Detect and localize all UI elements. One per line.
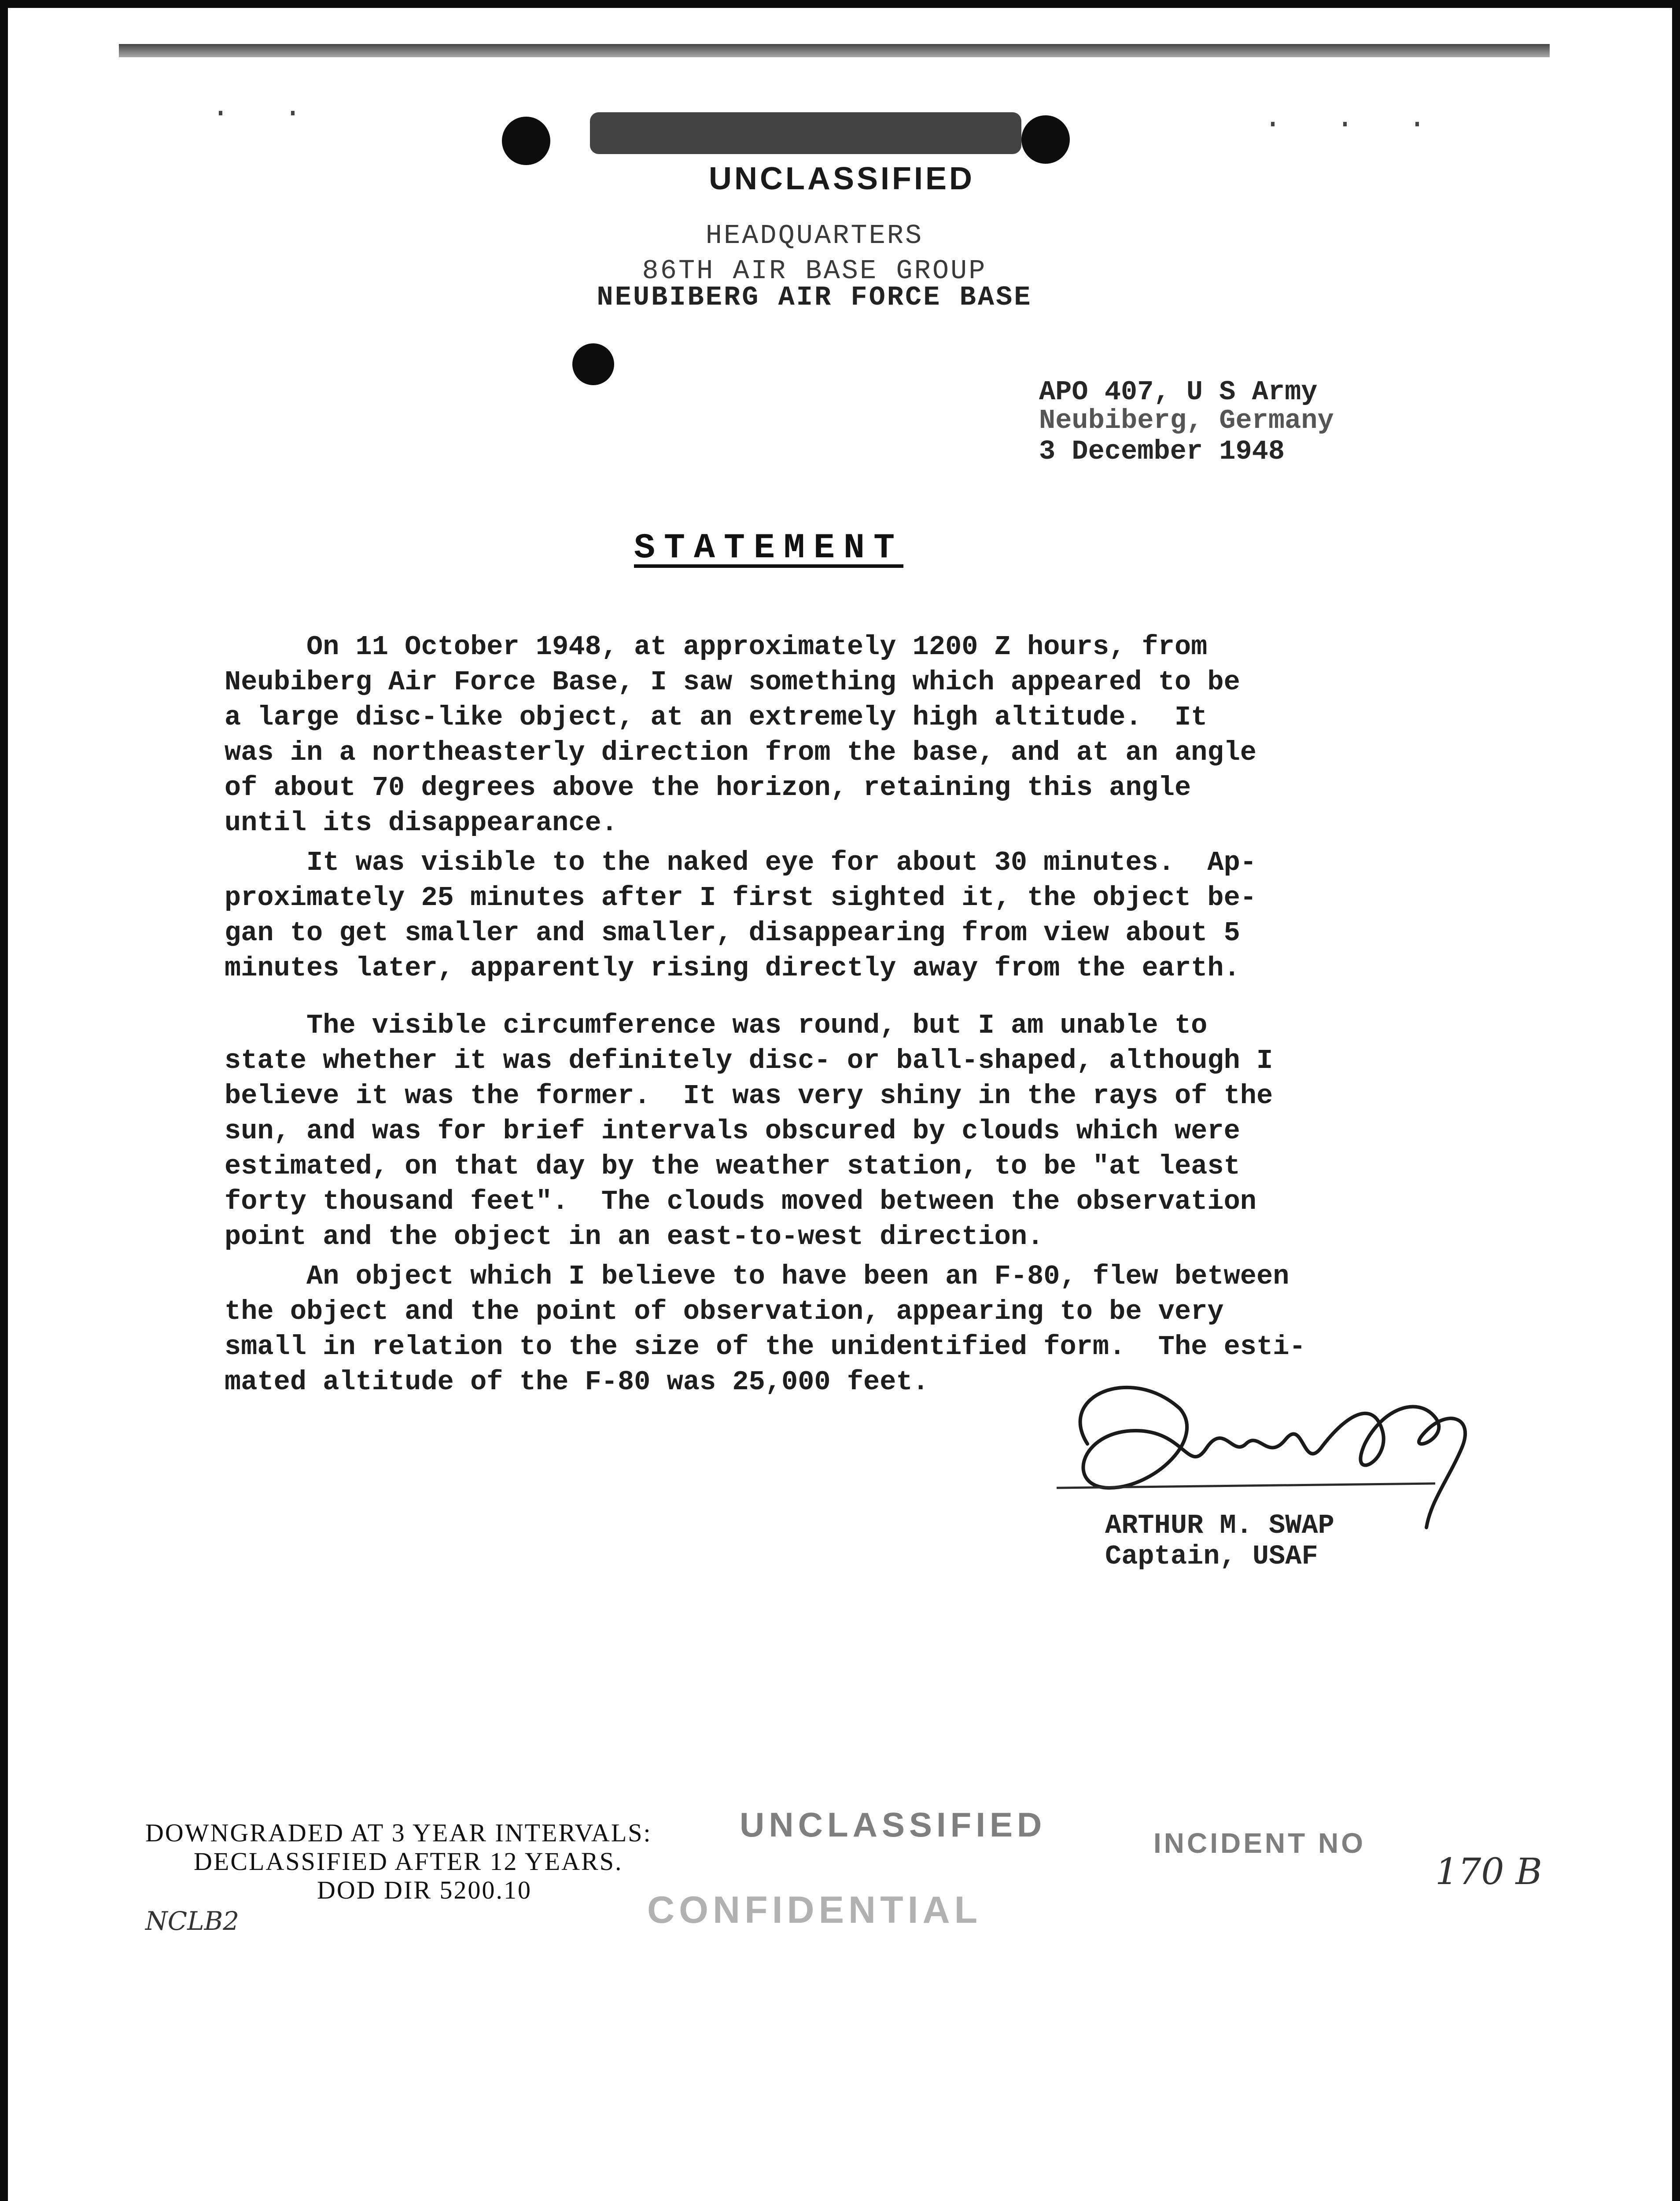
paragraph-line: gan to get smaller and smaller, disappearing from view about 5 <box>225 917 1240 949</box>
downgrade-line-1: DOWNGRADED AT 3 YEAR INTERVALS: <box>145 1818 652 1847</box>
punch-hole-middle <box>572 343 614 385</box>
paragraph-line: It was visible to the naked eye for about 30 minutes. Ap- <box>225 847 1256 878</box>
paragraph-line: sun, and was for brief intervals obscured by clouds which were <box>225 1115 1240 1147</box>
scan-marks-left: . . <box>211 90 320 125</box>
incident-number: 170 B <box>1435 1851 1542 1893</box>
paragraph-line: small in relation to the size of the unidentified form. The esti- <box>225 1331 1306 1362</box>
paragraph-line: On 11 October 1948, at approximately 1200 Z hours, from <box>225 631 1208 663</box>
statement-paragraph <box>225 629 1444 841</box>
paragraph-line: point and the object in an east-to-west direction. <box>225 1221 1044 1252</box>
statement-title: STATEMENT <box>634 528 904 568</box>
redaction-bar <box>590 112 1021 154</box>
paragraph-line: estimated, on that day by the weather station, to be "at least <box>225 1151 1240 1182</box>
paragraph-line: state whether it was definitely disc- or ball-shaped, although I <box>225 1045 1273 1076</box>
paragraph-line: until its disappearance. <box>225 807 618 839</box>
date-line: 3 December 1948 <box>1039 436 1285 467</box>
handwritten-note: NCLB2 <box>145 1906 239 1936</box>
paragraph-line: proximately 25 minutes after I first sighted it, the object be- <box>225 882 1256 913</box>
paragraph-line: The visible circumference was round, but I am unable to <box>225 1010 1208 1041</box>
paragraph-line: was in a northeasterly direction from the base, and at an angle <box>225 737 1256 768</box>
address-line-2: Neubiberg, Germany <box>1039 405 1334 436</box>
paragraph-line: a large disc-like object, at an extremely high altitude. It <box>225 702 1208 733</box>
header-line-1: HEADQUARTERS <box>705 220 924 251</box>
punch-hole-right <box>1021 115 1070 164</box>
address-line-1: APO 407, U S Army <box>1039 376 1318 408</box>
paragraph-line: minutes later, apparently rising directly away from the earth. <box>225 953 1240 984</box>
paragraph-line: An object which I believe to have been an F-80, flew between <box>225 1261 1289 1292</box>
paragraph-line: mated altitude of the F-80 was 25,000 feet. <box>225 1366 929 1398</box>
incident-label: INCIDENT NO <box>1153 1827 1366 1859</box>
paragraph-line: believe it was the former. It was very shiny in the rays of the <box>225 1080 1273 1112</box>
header-line-3: NEUBIBERG AIR FORCE BASE <box>597 282 1032 313</box>
statement-paragraph <box>225 1008 1444 1255</box>
scan-marks-right: . . . <box>1264 101 1444 136</box>
scan-top-edge <box>119 44 1550 57</box>
paragraph-line: forty thousand feet". The clouds moved between the observation <box>225 1186 1256 1217</box>
signer-rank: Captain, USAF <box>1105 1541 1318 1572</box>
confidential-stamp: CONFIDENTIAL <box>647 1889 982 1931</box>
paragraph-line: of about 70 degrees above the horizon, retaining this angle <box>225 772 1191 803</box>
paragraph-line: Neubiberg Air Force Base, I saw something which appeared to be <box>225 666 1240 698</box>
punch-hole-left <box>502 117 550 165</box>
paragraph-line: the object and the point of observation, appearing to be very <box>225 1296 1224 1327</box>
classification-stamp-bottom: UNCLASSIFIED <box>740 1805 1046 1844</box>
statement-paragraph <box>225 845 1444 986</box>
downgrade-line-3: DOD DIR 5200.10 <box>317 1876 532 1904</box>
downgrade-line-2: DECLASSIFIED AFTER 12 YEARS. <box>194 1847 623 1876</box>
signer-name: ARTHUR M. SWAP <box>1105 1510 1334 1541</box>
header-line-2: 86TH AIR BASE GROUP <box>642 255 987 287</box>
classification-stamp-top: UNCLASSIFIED <box>709 161 975 196</box>
